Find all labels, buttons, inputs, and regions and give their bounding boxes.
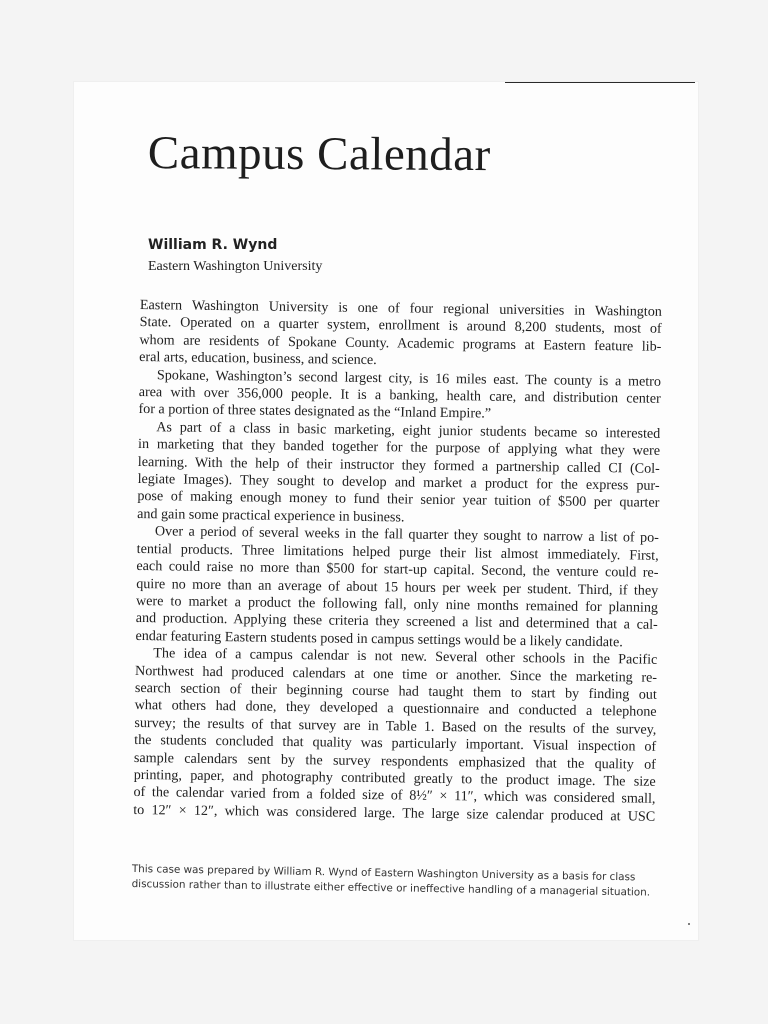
body-line: of the calendar varied from a folded size of 8½″ × 11″, which was considered small, — [133, 784, 656, 808]
body-line: what others had done, they developed a questionnaire and conducted a telephone — [134, 697, 657, 721]
body-line: area with over 356,000 people. It is a banking, health care, and distribution center — [138, 384, 661, 407]
scan-speck — [688, 923, 690, 925]
body-line: printing, paper, and photography contributed greatly to the product image. The size — [133, 766, 656, 790]
body-line: in marketing that they banded together for the purpose of applying what they were — [137, 436, 661, 460]
body-line: to 12″ × 12″, which was considered large. The large size calendar produced at USC — [133, 801, 656, 825]
body-line: and production. Applying these criteria they screened a list and determined that a cal- — [135, 610, 658, 634]
body-line: each could raise no more than $500 for start-up capital. Second, the venture could re- — [136, 558, 659, 581]
body-line: for a portion of three states designated as the “Inland Empire.” — [138, 401, 492, 423]
body-line: Spokane, Washington’s second largest city, is 16 miles east. The county is a metro — [156, 366, 662, 390]
body-line: the students concluded that quality was particularly important. Visual inspection of — [134, 732, 657, 755]
body-line: and gain some practical experience in business. — [137, 505, 405, 526]
body-line: learning. With the help of their instructor they formed a partnership called CI (Col- — [137, 453, 660, 477]
body-line: sample calendars sent by the survey respondents emphasized that the quality of — [133, 749, 657, 773]
body-line: The idea of a campus calendar is not new. Several other schools in the Pacific — [153, 645, 658, 668]
body-line: As part of a class in basic marketing, eight junior students became so interested — [156, 419, 661, 442]
body-line: tential products. Three limitations helped purge their list almost immediately. First, — [136, 540, 659, 564]
author-name: William R. Wynd — [148, 237, 278, 253]
body-line: Eastern Washington University is one of four regional universities in Washington — [139, 297, 662, 320]
body-line: legiate Images). They sought to develop and market a product for the express pur- — [137, 471, 660, 494]
body-line: survey; the results of that survey are in Table 1. Based on the results of the survey, — [134, 714, 657, 738]
body-line: State. Operated on a quarter system, enrollment is around 8,200 students, most of — [139, 314, 662, 338]
body-line: Northwest had produced calendars at one time or another. Since the marketing re- — [135, 662, 658, 686]
top-rule — [505, 82, 695, 83]
case-body-text — [133, 297, 662, 826]
body-line: quire no more than an average of about 15 hours per week per student. Third, if they — [136, 575, 659, 599]
author-affiliation: Eastern Washington University — [148, 259, 323, 274]
footnote-line: discussion rather than to illustrate either effective or ineffective handling of a managerial situation. — [131, 877, 651, 899]
body-line: endar featuring Eastern students posed in campus settings would be a likely candidate. — [135, 627, 623, 651]
body-line: pose of making enough money to fund their senior year tuition of $500 per quarter — [137, 488, 660, 512]
body-line: Over a period of several weeks in the fall quarter they sought to narrow a list of po- — [154, 523, 659, 547]
body-line: were to market a product the following fall, only nine months remained for planning — [135, 592, 659, 616]
body-line: eral arts, education, business, and science. — [139, 349, 377, 369]
body-line: search section of their beginning course had taught them to start by finding out — [134, 679, 657, 703]
body-line: whom are residents of Spokane County. Academic programs at Eastern feature lib- — [139, 331, 662, 355]
case-title: Campus Calendar — [147, 126, 491, 182]
footnote-line: This case was prepared by William R. Wynd of Eastern Washington University as a basis for class — [131, 862, 636, 884]
